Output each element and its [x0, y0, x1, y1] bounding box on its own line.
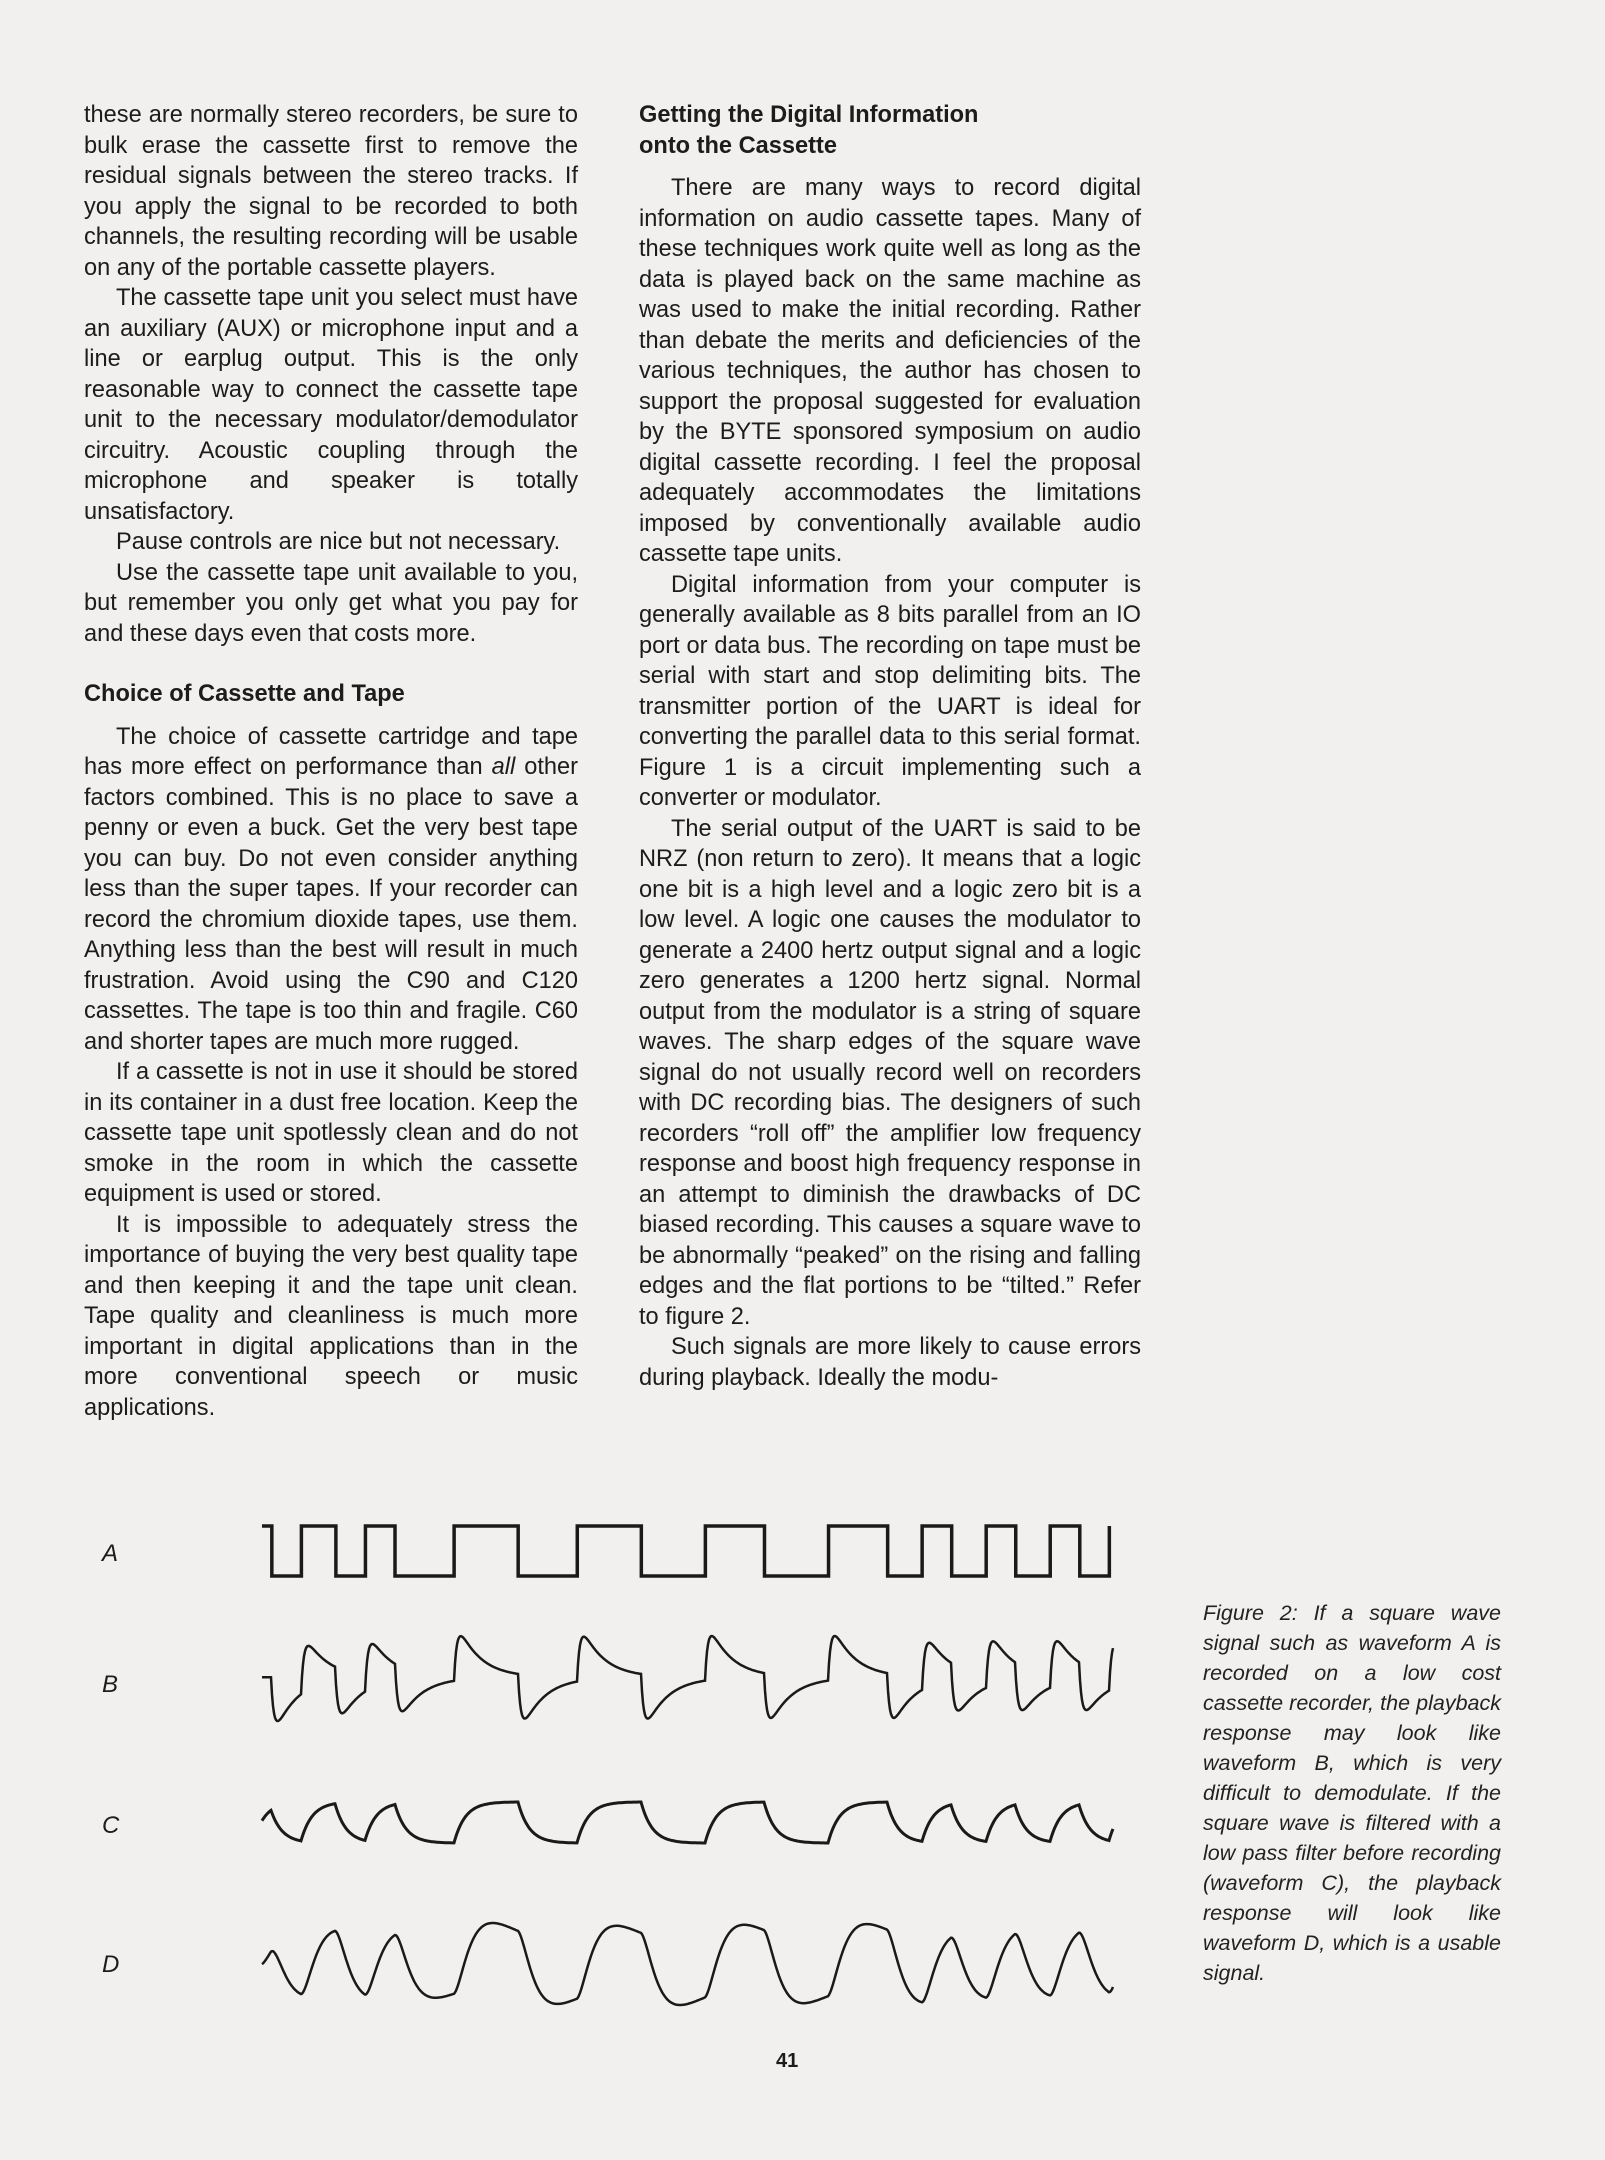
paragraph: The cassette tape unit you select must have an auxiliary (AUX) or microphone input and a line or earplug output. This is the only reasonable way to connect the cassette tape unit to the necessary modulator/demodulator circuitry. Acoustic coupling through the microphone and speaker is totally unsatisfactory.	[84, 285, 578, 525]
heading-line: onto the Cassette	[639, 132, 837, 159]
paragraph: Digital information from your computer is generally available as 8 bits parallel from an IO port or data bus. The recording on tape must be serial with start and stop delimiting bits. The transmitter portion of the UART is ideal for converting the parallel data to this serial format. Figure 1 is a circuit implementing such a converter or modulator.	[639, 571, 1141, 811]
paragraph: There are many ways to record digital information on audio cassette tapes. Many of these techniques work quite well as long as the data is played back on the same machine as was used to make the initial recording. Rather than debate the merits and deficiencies of the various techniques, the author has chosen to support the proposal suggested for evaluation by the BYTE sponsored symposium on audio digital cassette recording. I feel the proposal adequately accommodates the limitations imposed by conventionally available audio cassette tape units.	[639, 175, 1141, 567]
waveform-figure	[0, 1500, 1180, 2020]
waveform-label-c: C	[102, 1812, 120, 1839]
paragraph: Use the cassette tape unit available to you, but remember you only get what you pay for and these days even that costs more.	[84, 559, 578, 647]
waveform-c	[262, 1802, 1113, 1843]
waveform-d	[262, 1923, 1113, 2005]
waveform-label-a: A	[102, 1540, 119, 1567]
page-number: 41	[776, 2050, 799, 2072]
text: other factors combined. This is no place to save a penny or even a buck. Get the very best tape you can buy. Do not even consider anything less than the super tapes. If your recorder can record the chromium dioxide tapes, use them. Anything less than the best will result in much frustration. Avoid using the C90 and C120 cassettes. The tape is too thin and fragile. C60 and shorter tapes are much more rugged.	[84, 754, 578, 1055]
waveform-a	[262, 1526, 1109, 1576]
waveform-b	[262, 1636, 1113, 1721]
section-heading: Choice of Cassette and Tape	[84, 681, 405, 707]
heading-line: Getting the Digital Information	[639, 102, 979, 128]
emphasis: all	[491, 754, 516, 780]
paragraph: The serial output of the UART is said to be NRZ (non return to zero). It means that a logic one bit is a high level and a logic zero bit is a low level. A logic one causes the modulator to generate a 2400 hertz output signal and a logic zero generates a 1200 hertz signal. Normal output from the modulator is a string of square waves. The sharp edges of the square wave signal do not usually record well on recorders with DC recording bias. The designers of such recorders “roll off” the amplifier low frequency response and boost high frequency response in an attempt to diminish the drawbacks of DC biased recording. This causes a square wave to be abnormally “peaked” on the rising and falling edges and the flat portions to be “tilted.” Refer to figure 2.	[639, 815, 1141, 1330]
waveform-label-b: B	[102, 1671, 119, 1698]
figure-caption: Figure 2: If a square wave signal such as waveform A is recorded on a low cost cassette recorder, the playback response may look like waveform B, which is very difficult to demodulate. If the square wave is filtered with a low pass filter before recording (waveform C), the playback response will look like waveform D, which is a usable signal.	[1203, 1601, 1501, 1985]
paragraph: Pause controls are nice but not necessary.	[116, 529, 561, 555]
waveform-label-d: D	[102, 1951, 120, 1978]
paragraph: Such signals are more likely to cause errors during playback. Ideally the modu-	[639, 1334, 1141, 1391]
section-heading	[639, 100, 1141, 161]
paragraph: If a cassette is not in use it should be stored in its container in a dust free location. Keep the cassette tape unit spotlessly clean and do not smoke in the room in which the cassette equipment is used or stored.	[84, 1059, 578, 1207]
paragraph	[84, 722, 578, 1058]
text: The choice of cassette cartridge and tape has more effect on performance than	[84, 723, 578, 780]
right-column	[639, 100, 1141, 1393]
paragraph: It is impossible to adequately stress the importance of buying the very best quality tape and then keeping it and the tape unit clean. Tape quality and cleanliness is much more important in digital applications than in the more conventional speech or music applications.	[84, 1211, 578, 1421]
left-column	[84, 100, 578, 1423]
paragraph: these are normally stereo recorders, be sure to bulk erase the cassette first to remove the residual signals between the stereo tracks. If you apply the signal to be recorded to both channels, the resulting recording will be usable on any of the portable cassette players.	[84, 102, 578, 281]
